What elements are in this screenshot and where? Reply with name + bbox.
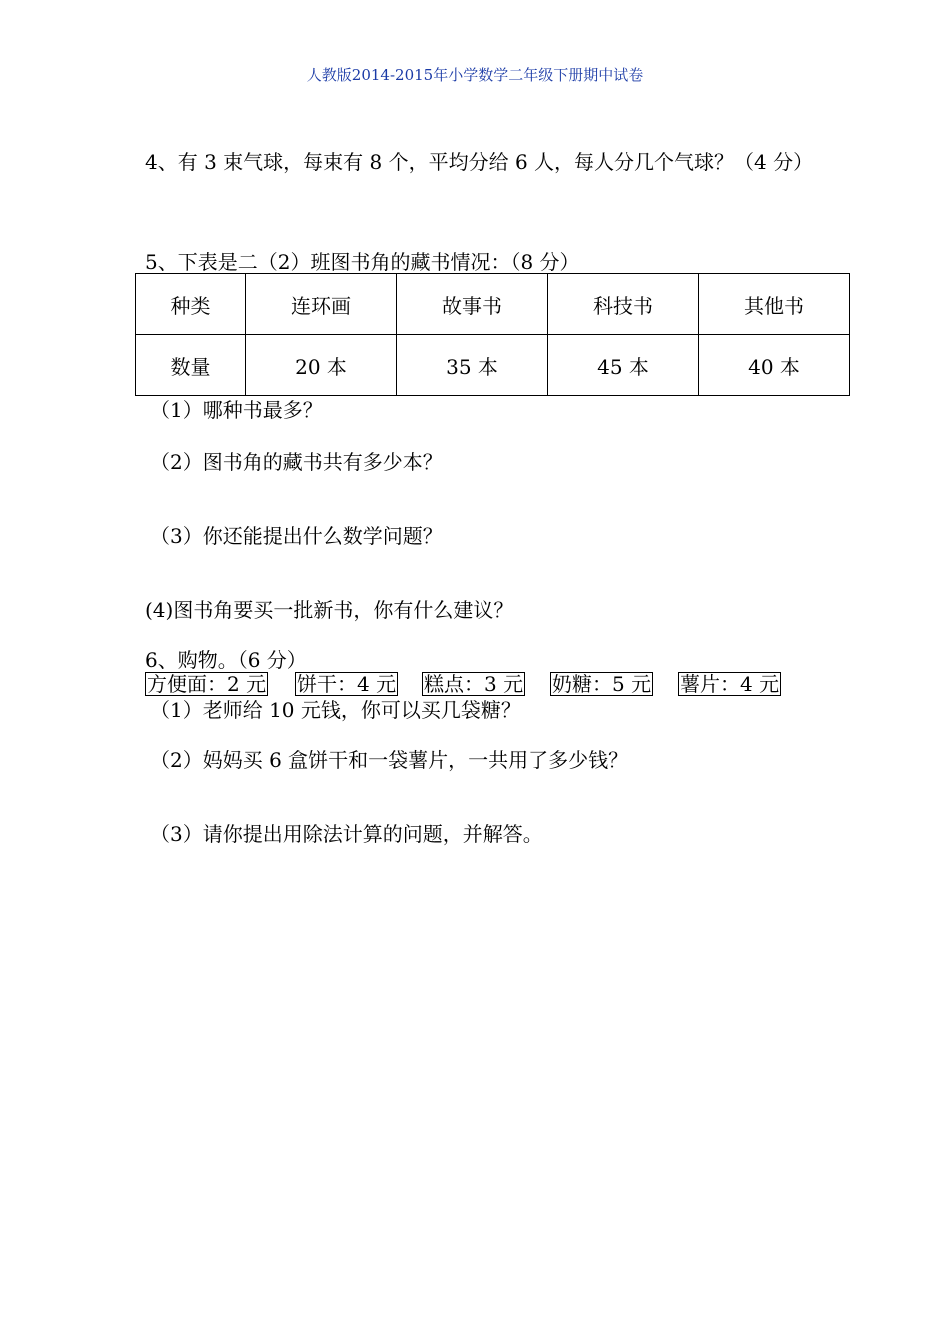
table-row bbox=[136, 274, 850, 335]
page-header-title: 人教版2014-2015年小学数学二年级下册期中试卷 bbox=[306, 66, 644, 84]
table-cell: 连环画 bbox=[246, 274, 397, 335]
price-tag: 薯片：4 元 bbox=[680, 672, 780, 696]
table-cell: 45 本 bbox=[548, 335, 699, 396]
table-cell: 种类 bbox=[136, 274, 246, 335]
question-5-sub-2: （2）图书角的藏书共有多少本？ bbox=[150, 450, 443, 474]
book-inventory-table bbox=[135, 273, 850, 396]
question-5-sub-3: （3）你还能提出什么数学问题？ bbox=[150, 524, 443, 548]
question-5-title: 5、下表是二（2）班图书角的藏书情况：（8 分） bbox=[145, 250, 580, 274]
price-tag: 糕点：3 元 bbox=[424, 672, 524, 696]
table-row bbox=[136, 335, 850, 396]
table-cell: 其他书 bbox=[699, 274, 850, 335]
table-cell: 科技书 bbox=[548, 274, 699, 335]
table-cell: 故事书 bbox=[397, 274, 548, 335]
table-cell: 数量 bbox=[136, 335, 246, 396]
question-6-sub-1: （1）老师给 10 元钱，你可以买几袋糖？ bbox=[150, 698, 521, 722]
price-tag: 方便面：2 元 bbox=[147, 672, 267, 696]
table-cell: 40 本 bbox=[699, 335, 850, 396]
table-cell: 20 本 bbox=[246, 335, 397, 396]
price-tag: 奶糖：5 元 bbox=[552, 672, 652, 696]
question-5-sub-4: (4)图书角要买一批新书，你有什么建议？ bbox=[145, 598, 514, 622]
question-6-sub-2: （2）妈妈买 6 盒饼干和一袋薯片，一共用了多少钱？ bbox=[150, 748, 629, 772]
question-4: 4、有 3 束气球，每束有 8 个，平均分给 6 人，每人分几个气球？（4 分） bbox=[145, 150, 814, 174]
question-6-title: 6、购物。（6 分） bbox=[145, 648, 307, 672]
price-tag: 饼干：4 元 bbox=[297, 672, 397, 696]
question-6-sub-3: （3）请你提出用除法计算的问题，并解答。 bbox=[150, 822, 543, 846]
table-cell: 35 本 bbox=[397, 335, 548, 396]
question-5-sub-1: （1）哪种书最多？ bbox=[150, 398, 323, 422]
